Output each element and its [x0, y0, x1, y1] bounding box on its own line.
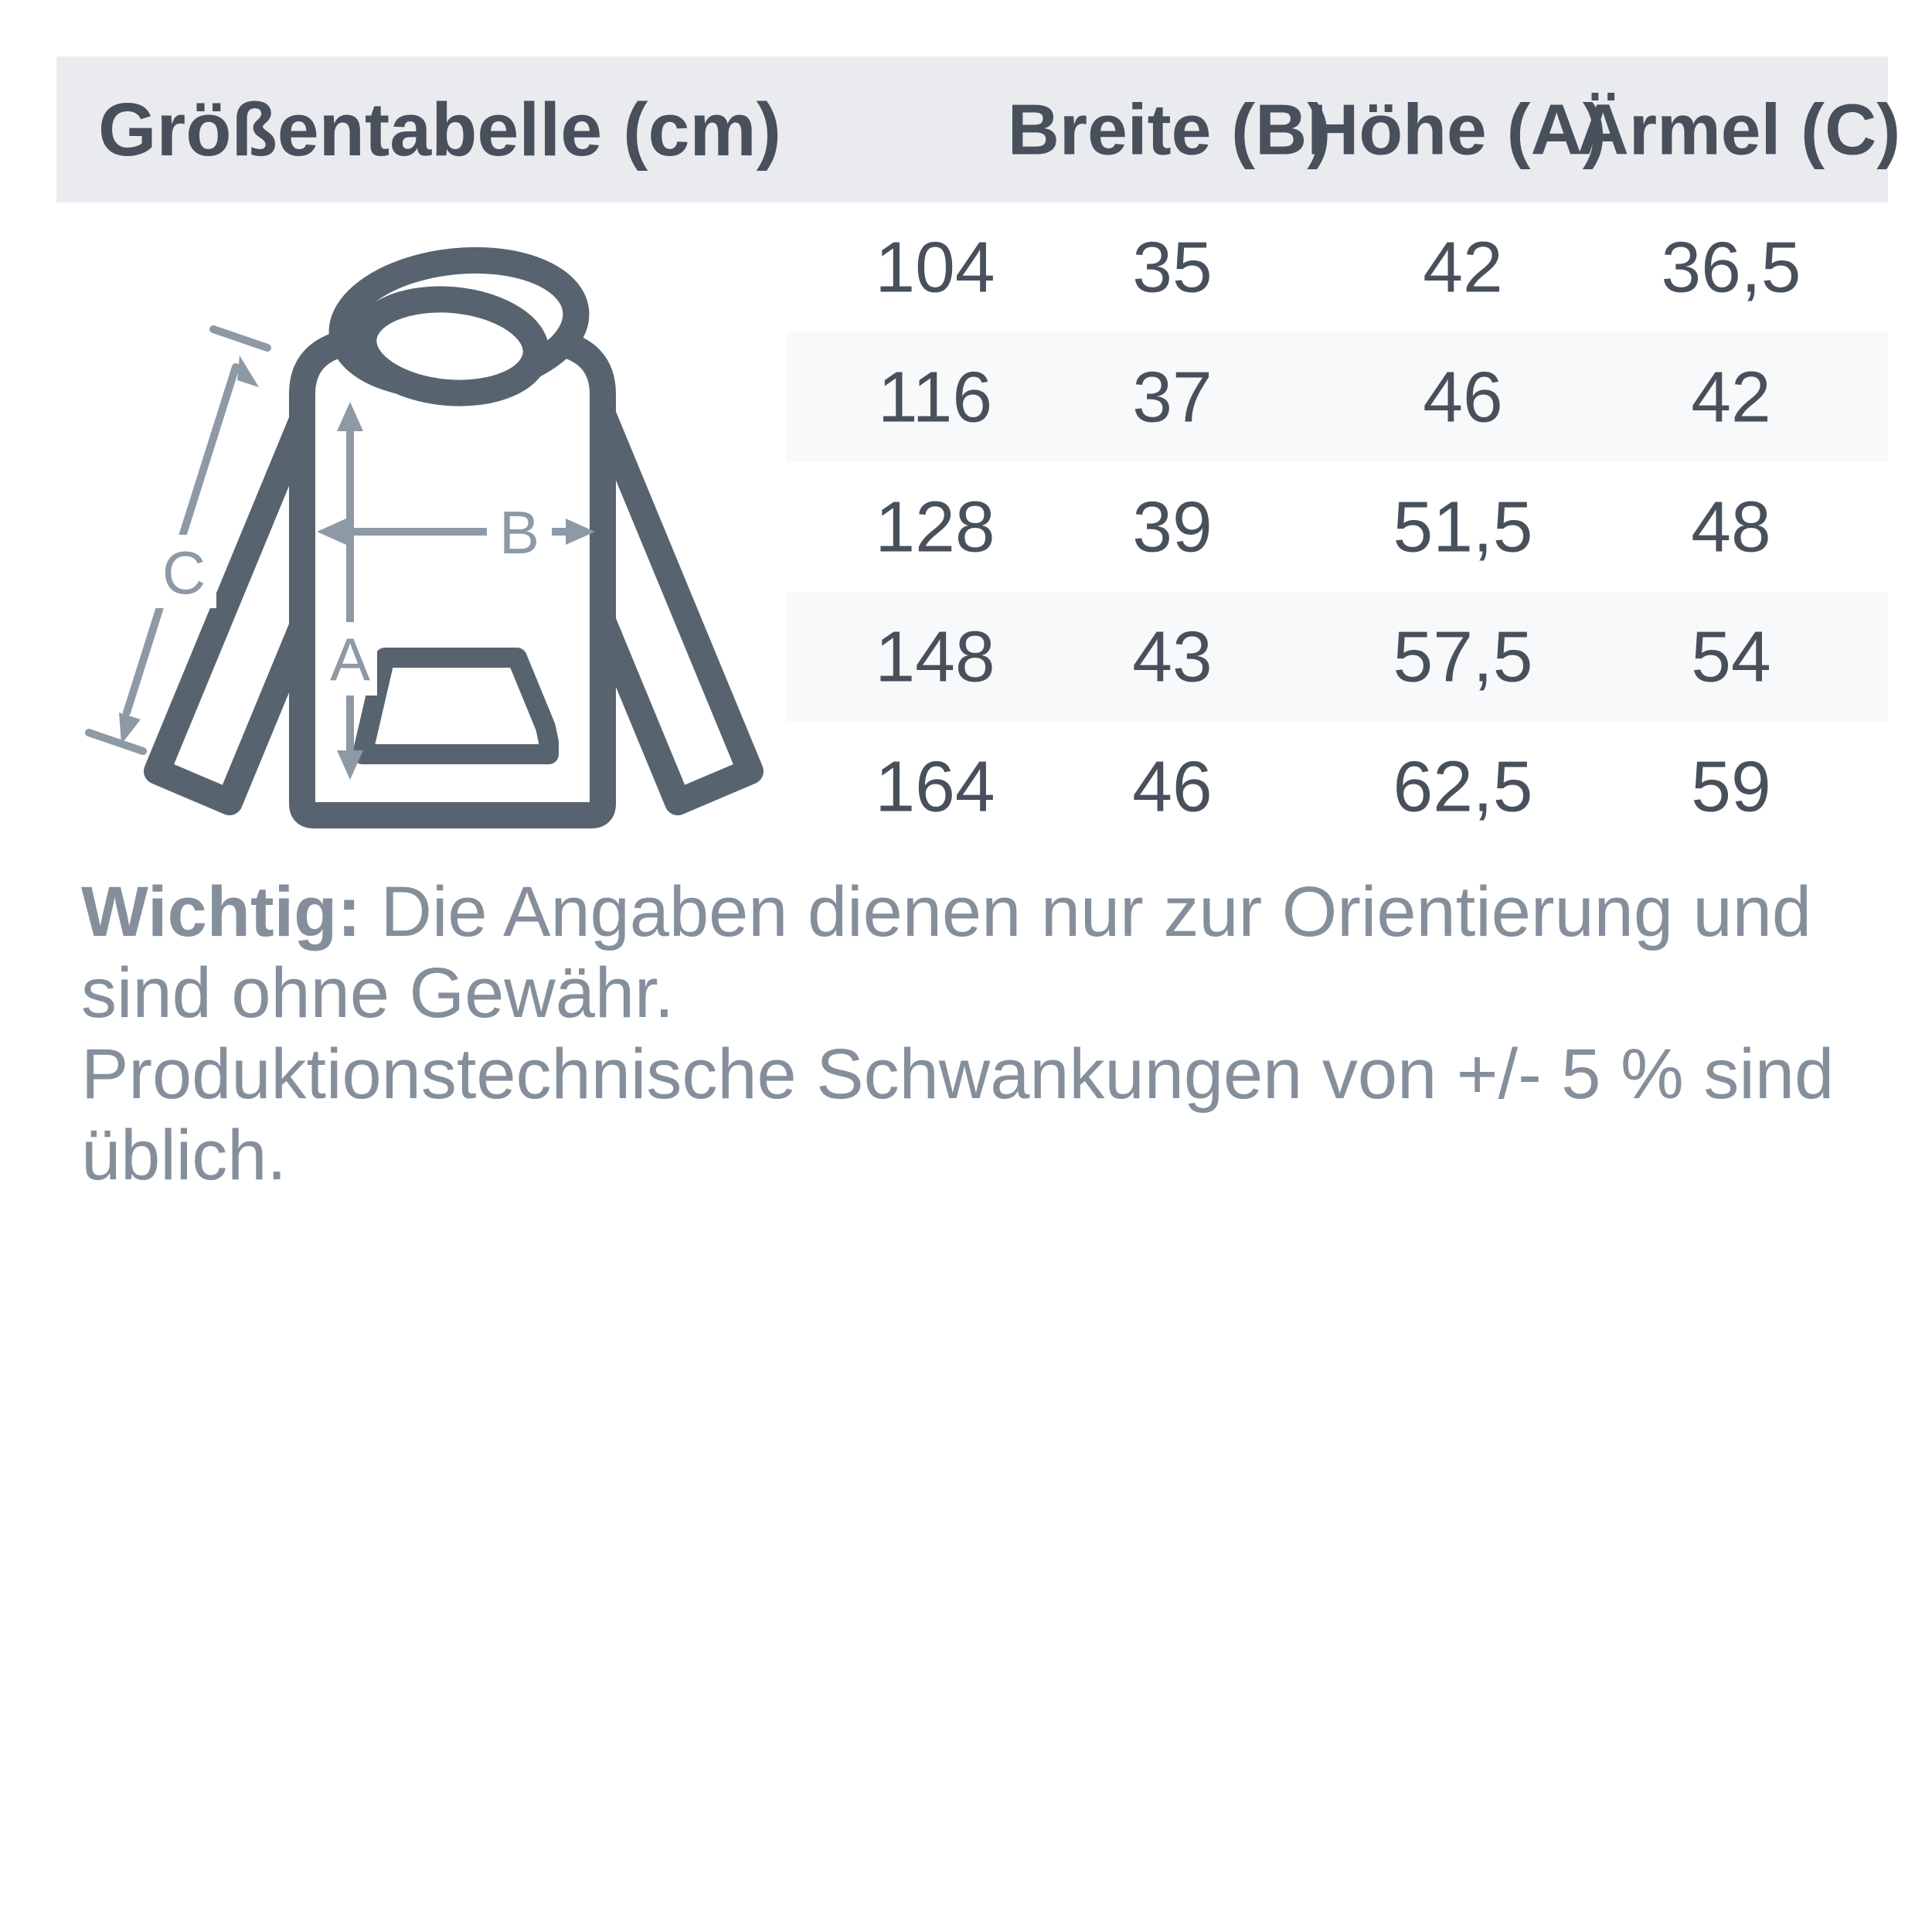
cell-size: 104: [875, 226, 995, 308]
note-label: Wichtig:: [81, 872, 361, 951]
note-line-1-text: Die Angaben dienen nur zur Orientierung und sind ohne Gewähr.: [81, 872, 1812, 1032]
table-header: [56, 56, 1901, 202]
cell-breite: 37: [1132, 356, 1213, 437]
table-row: [786, 722, 1888, 852]
table-row: [786, 202, 1888, 332]
cell-hoehe: 51,5: [1393, 486, 1533, 567]
measure-label-a: A: [329, 625, 371, 693]
table-row: [786, 462, 1888, 592]
cell-breite: 46: [1132, 746, 1213, 827]
hoodie-illustration-icon: [46, 201, 788, 858]
cell-hoehe: 42: [1423, 226, 1503, 308]
cell-size: 128: [875, 486, 995, 567]
measure-tick-bottom: [89, 733, 143, 751]
cell-breite: 39: [1132, 486, 1213, 567]
note-line-1: [81, 872, 1874, 1034]
table-title: Größentabelle (cm): [98, 87, 781, 172]
cell-hoehe: 46: [1423, 356, 1503, 437]
arrow-down-icon: [119, 713, 141, 744]
hoodie-hood-inner: [359, 292, 540, 400]
cell-size: 164: [875, 746, 995, 827]
cell-aermel: 36,5: [1661, 226, 1801, 308]
measure-label-c: C: [162, 539, 206, 607]
measure-tick-top: [213, 329, 267, 348]
cell-aermel: 54: [1691, 616, 1771, 697]
cell-aermel: 42: [1691, 356, 1771, 437]
table-row: [786, 592, 1888, 722]
cell-hoehe: 57,5: [1393, 616, 1533, 697]
cell-breite: 43: [1132, 616, 1213, 697]
cell-breite: 35: [1132, 226, 1213, 308]
column-header-aermel: Ärmel (C): [1577, 89, 1901, 169]
cell-size: 116: [877, 356, 993, 437]
size-table-body: [786, 202, 1888, 852]
table-row: [786, 332, 1888, 462]
cell-hoehe: 62,5: [1393, 746, 1533, 827]
arrow-up-icon: [237, 355, 259, 387]
cell-aermel: 48: [1691, 486, 1771, 567]
note-text: [81, 872, 1874, 1196]
column-header-hoehe: Höhe (A): [1307, 89, 1607, 169]
note-line-2: Produktionstechnische Schwankungen von +/- 5 % sind üblich.: [81, 1034, 1835, 1195]
hoodie-pocket: [362, 658, 549, 754]
cell-size: 148: [875, 616, 995, 697]
hoodie-measurement-diagram: [46, 201, 788, 858]
column-header-breite: Breite (B): [1007, 89, 1332, 169]
cell-aermel: 59: [1691, 746, 1771, 827]
measure-label-b: B: [498, 498, 540, 566]
